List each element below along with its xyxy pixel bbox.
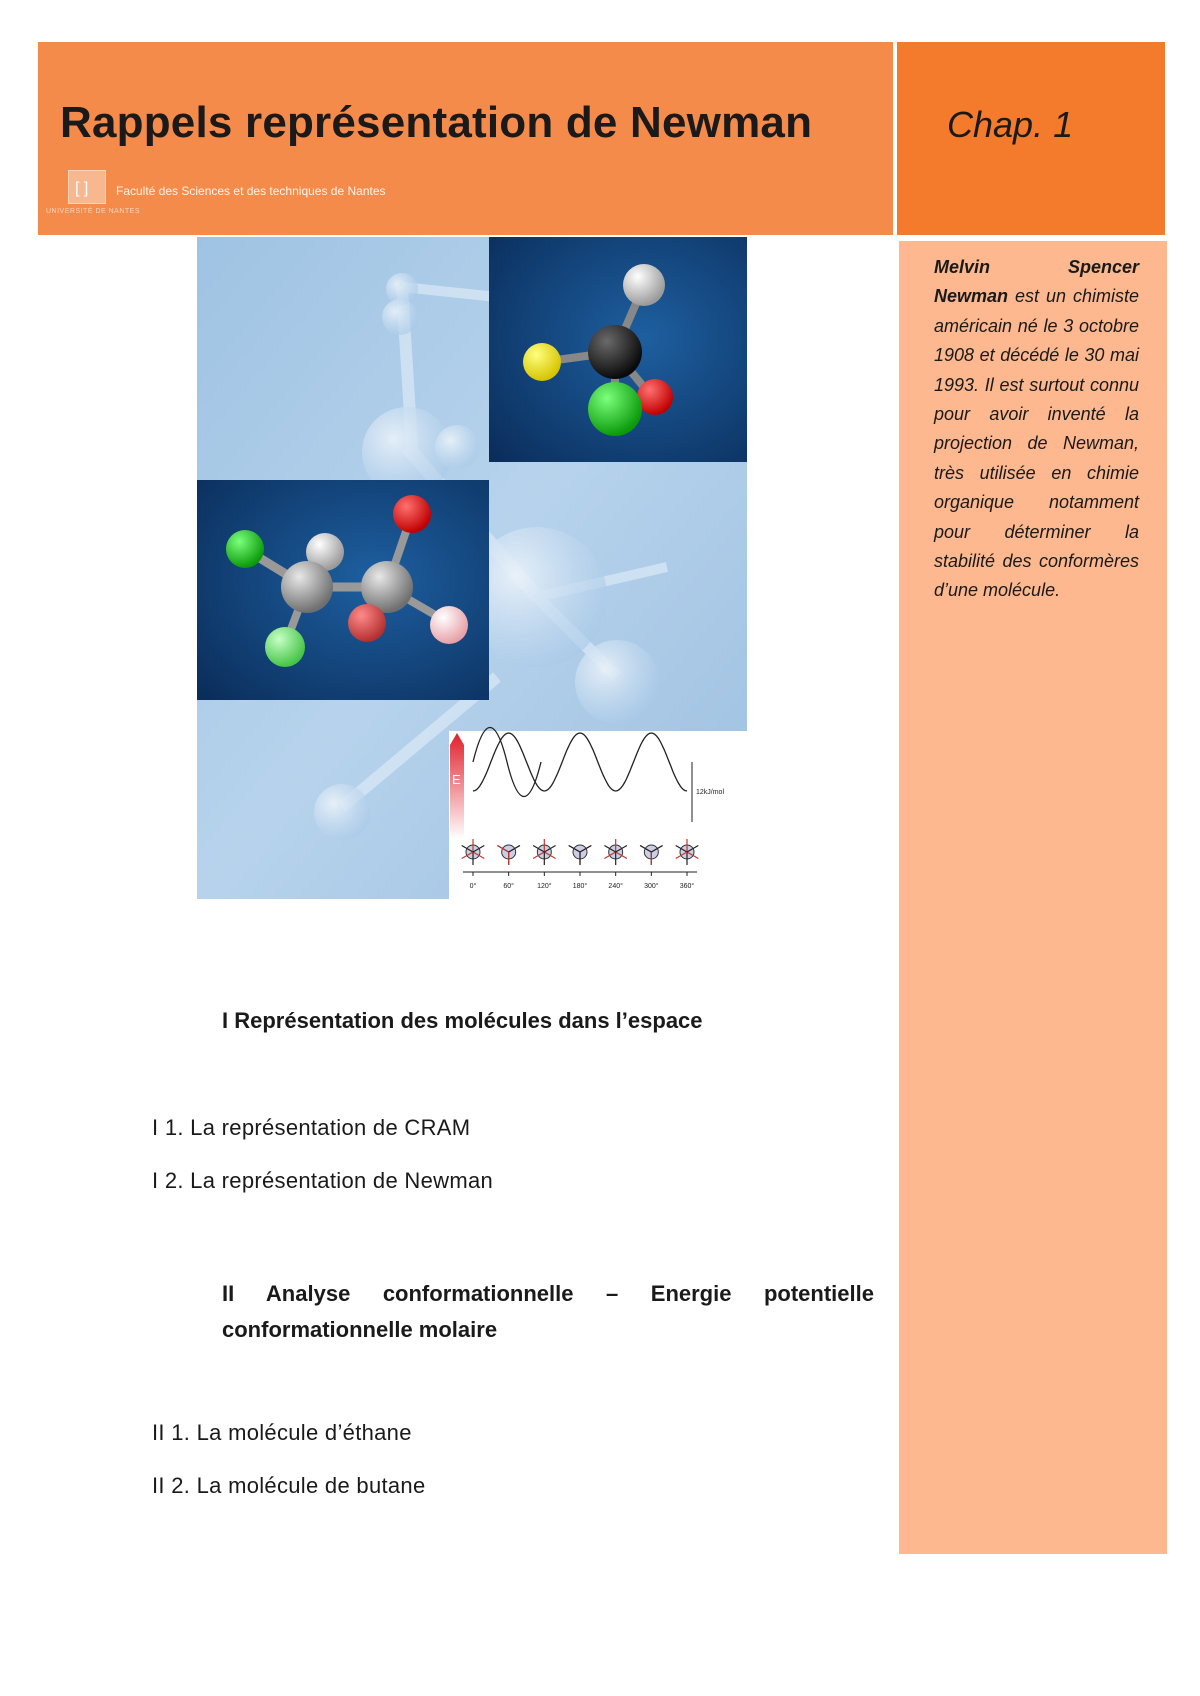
molecule-panel-top	[489, 237, 747, 462]
university-logo	[68, 170, 106, 204]
molecule-collage	[197, 237, 747, 899]
faculty-name: Faculté des Sciences et des techniques de Nantes	[116, 184, 386, 198]
biography	[934, 253, 1139, 606]
angle-label: 240°	[608, 883, 623, 890]
section-1-item: I 1. La représentation de CRAM	[152, 1115, 471, 1140]
header-banner	[38, 42, 893, 235]
sidebar	[899, 241, 1167, 1554]
chapter-label: Chap. 1	[947, 104, 1074, 145]
svg-text:[ ]: [ ]	[75, 180, 89, 197]
section-2-title: II Analyse conformationnelle – Energie potentielle conformationnelle molaire	[222, 1281, 874, 1342]
energy-diagram	[449, 728, 747, 900]
bio-text: est un chimiste américain né le 3 octobre 1908 et décédé le 30 mai 1993. Il est surtout connu pour avoir inventé la projection de Newman, très utilisée en chimie organique notamment pour déterminer la stabilité des conformères d’une molécule.	[934, 286, 1139, 601]
section-1-item: I 2. La représentation de Newman	[152, 1168, 494, 1193]
angle-label: 300°	[644, 883, 659, 890]
energy-label: E	[452, 772, 461, 787]
angle-label: 60°	[503, 883, 514, 890]
section-2-item: II 2. La molécule de butane	[152, 1473, 426, 1498]
barrier-label: 12kJ/mol	[696, 789, 725, 796]
university-name: UNIVERSITÉ DE NANTES	[46, 208, 141, 215]
angle-label: 180°	[572, 883, 588, 890]
molecule-panel-left	[197, 480, 489, 700]
page-title: Rappels représentation de Newman	[60, 98, 813, 147]
section-1-title: I Représentation des molécules dans l’espace	[222, 1008, 703, 1033]
chapter-box	[897, 42, 1165, 235]
angle-label: 0°	[469, 883, 477, 890]
angle-label: 360°	[679, 883, 695, 890]
section-2-item: II 1. La molécule d’éthane	[152, 1420, 412, 1445]
angle-label: 120°	[537, 883, 552, 890]
bio-name: Melvin Spencer Newman	[934, 257, 1139, 307]
